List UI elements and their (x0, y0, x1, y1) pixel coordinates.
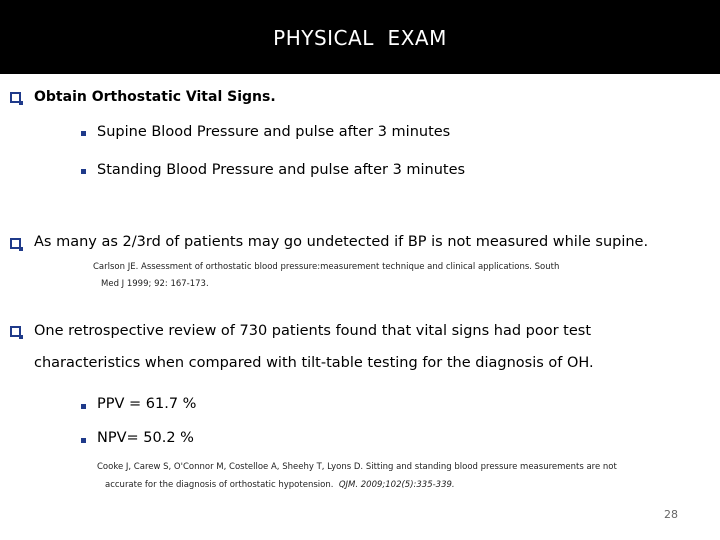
filled-square-bullet-icon (81, 438, 86, 443)
filled-square-bullet-icon (81, 131, 86, 136)
bullet-1-sub-1: Supine Blood Pressure and pulse after 3 minutes (97, 124, 451, 140)
bullet-2-citation-line-2: Med J 1999; 92: 167-173. (101, 279, 209, 289)
title-bar (0, 0, 720, 74)
bullet-3-text-line-1: One retrospective review of 730 patients found that vital signs had poor test (34, 323, 592, 339)
filled-square-bullet-icon (81, 169, 86, 174)
bullet-1-sub-2: Standing Blood Pressure and pulse after 3 minutes (97, 162, 466, 178)
hollow-square-bullet-icon (10, 238, 21, 249)
hollow-square-bullet-icon (10, 92, 21, 103)
filled-square-bullet-icon (81, 404, 86, 409)
bullet-1-text: Obtain Orthostatic Vital Signs. (34, 89, 276, 105)
bullet-3-citation-line-1: Cooke J, Carew S, O'Connor M, Costelloe A, Sheehy T, Lyons D. Sitting and standing blood pressure measurements are not (97, 462, 617, 472)
bullet-2-citation-line-1: Carlson JE. Assessment of orthostatic blood pressure:measurement technique and clinical applications. South (93, 262, 560, 272)
bullet-3-citation-line-2 (105, 480, 455, 490)
bullet-3-text-line-2: characteristics when compared with tilt-table testing for the diagnosis of OH. (34, 355, 594, 371)
bullet-3-sub-1: PPV = 61.7 % (97, 396, 197, 412)
bullet-3-sub-2: NPV= 50.2 % (97, 430, 194, 446)
hollow-square-bullet-icon (10, 326, 21, 337)
citation-text: accurate for the diagnosis of orthostatic hypotension. (105, 480, 334, 490)
page-number: 28 (664, 508, 678, 521)
bullet-2-text: As many as 2/3rd of patients may go undetected if BP is not measured while supine. (34, 234, 649, 250)
slide-title: PHYSICAL EXAM (273, 26, 447, 50)
citation-journal: QJM. 2009;102(5):335-339. (338, 480, 455, 490)
